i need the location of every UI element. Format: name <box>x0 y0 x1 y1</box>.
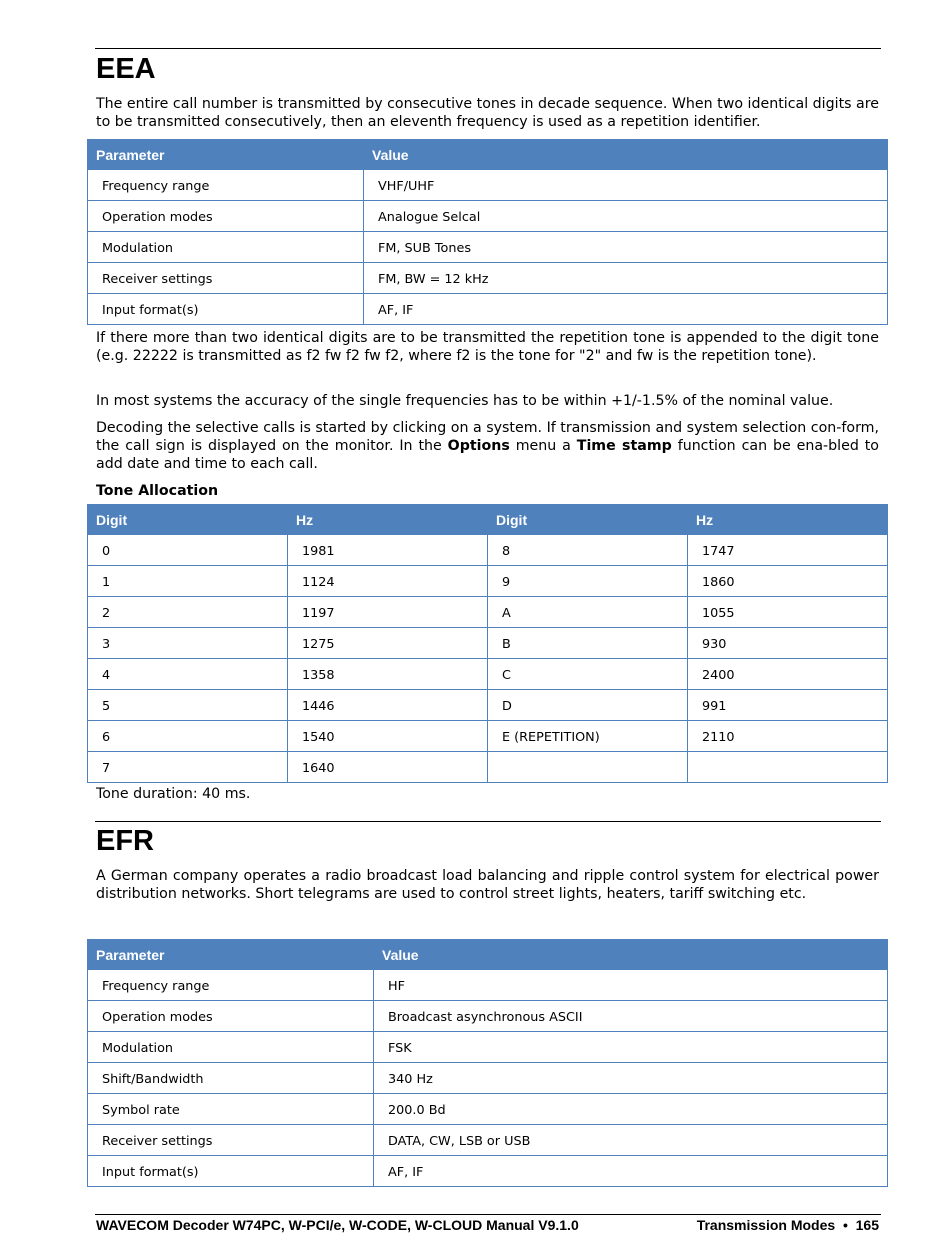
tone-allocation-heading: Tone Allocation <box>96 483 219 499</box>
param-value: AF, IF <box>374 1156 888 1187</box>
eea-parameter-table <box>87 139 888 325</box>
param-value: Broadcast asynchronous ASCII <box>374 1001 888 1032</box>
table-row <box>88 1156 888 1187</box>
param-value: Analogue Selcal <box>364 201 888 232</box>
hz-cell: 1540 <box>288 721 488 752</box>
header-value: Value <box>364 140 888 170</box>
param-name: Modulation <box>88 232 364 263</box>
digit-cell: 0 <box>88 535 288 566</box>
eea-paragraph-accuracy: In most systems the accuracy of the single frequencies has to be within +1/-1.5% of the nominal value. <box>96 393 834 409</box>
digit-cell: 7 <box>88 752 288 783</box>
header-parameter: Parameter <box>88 940 374 970</box>
footer-bullet: • <box>842 1217 848 1233</box>
footer-section-name: Transmission Modes <box>696 1217 836 1233</box>
table-row <box>88 232 888 263</box>
hz-cell: 930 <box>688 628 888 659</box>
digit-cell: 3 <box>88 628 288 659</box>
hz-cell: 2110 <box>688 721 888 752</box>
hz-cell <box>688 752 888 783</box>
hz-cell: 1446 <box>288 690 488 721</box>
table-row <box>88 294 888 325</box>
table-row <box>88 201 888 232</box>
hz-cell: 1197 <box>288 597 488 628</box>
param-name: Receiver settings <box>88 1125 374 1156</box>
param-name: Operation modes <box>88 201 364 232</box>
hz-cell: 1860 <box>688 566 888 597</box>
param-value: DATA, CW, LSB or USB <box>374 1125 888 1156</box>
hz-cell: 1275 <box>288 628 488 659</box>
param-name: Modulation <box>88 1032 374 1063</box>
table-row <box>88 659 888 690</box>
table-row <box>88 752 888 783</box>
param-value: FM, SUB Tones <box>364 232 888 263</box>
time-stamp-reference: Time stamp <box>576 438 672 454</box>
digit-cell: 6 <box>88 721 288 752</box>
text-run: menu a <box>509 438 577 454</box>
table-header-row <box>88 140 888 170</box>
tone-duration: Tone duration: 40 ms. <box>96 786 251 802</box>
section-rule-eea <box>95 48 881 49</box>
table-row <box>88 263 888 294</box>
header-digit: Digit <box>88 505 288 535</box>
table-row <box>88 721 888 752</box>
eea-paragraph-repetition: If there more than two identical digits are to be transmitted the repetition tone is appended to the digit tone (e.g. 22222 is transmitted as f2 fw f2 fw f2, where f2 is the tone for "2" and fw is the repetition tone). <box>96 330 879 364</box>
digit-cell: 1 <box>88 566 288 597</box>
digit-cell <box>488 752 688 783</box>
digit-cell: C <box>488 659 688 690</box>
param-name: Shift/Bandwidth <box>88 1063 374 1094</box>
hz-cell: 991 <box>688 690 888 721</box>
section-title-eea: EEA <box>96 53 156 85</box>
param-name: Symbol rate <box>88 1094 374 1125</box>
param-name: Input format(s) <box>88 1156 374 1187</box>
table-row <box>88 1063 888 1094</box>
table-row <box>88 970 888 1001</box>
hz-cell: 1981 <box>288 535 488 566</box>
header-hz: Hz <box>288 505 488 535</box>
digit-cell: E (REPETITION) <box>488 721 688 752</box>
digit-cell: A <box>488 597 688 628</box>
header-value: Value <box>374 940 888 970</box>
hz-cell: 1747 <box>688 535 888 566</box>
param-value: 340 Hz <box>374 1063 888 1094</box>
table-row <box>88 690 888 721</box>
header-digit: Digit <box>488 505 688 535</box>
text-run: function can be ena-bled to add date and time to each call. <box>96 438 879 472</box>
param-name: Frequency range <box>88 970 374 1001</box>
param-value: FM, BW = 12 kHz <box>364 263 888 294</box>
tone-allocation-table <box>87 504 888 783</box>
hz-cell: 1358 <box>288 659 488 690</box>
digit-cell: 8 <box>488 535 688 566</box>
hz-cell: 2400 <box>688 659 888 690</box>
table-header-row <box>88 505 888 535</box>
digit-cell: 4 <box>88 659 288 690</box>
efr-parameter-table <box>87 939 888 1187</box>
page-number: 165 <box>855 1217 879 1233</box>
param-value: FSK <box>374 1032 888 1063</box>
header-hz: Hz <box>688 505 888 535</box>
hz-cell: 1640 <box>288 752 488 783</box>
section-title-efr: EFR <box>96 825 154 857</box>
table-row <box>88 1032 888 1063</box>
footer-section-page <box>697 1217 879 1233</box>
table-row <box>88 628 888 659</box>
param-value: AF, IF <box>364 294 888 325</box>
hz-cell: 1124 <box>288 566 488 597</box>
eea-intro: The entire call number is transmitted by consecutive tones in decade sequence. When two identical digits are to be transmitted consecutively, then an eleventh frequency is used as a repetition identifier. <box>96 96 879 130</box>
hz-cell: 1055 <box>688 597 888 628</box>
table-row <box>88 1094 888 1125</box>
section-rule-efr <box>95 821 881 822</box>
param-value: HF <box>374 970 888 1001</box>
table-row <box>88 1001 888 1032</box>
efr-intro: A German company operates a radio broadcast load balancing and ripple control system for electrical power distribution networks. Short telegrams are used to control street lights, heaters, tariff switching etc. <box>96 868 879 902</box>
table-row <box>88 1125 888 1156</box>
text-run: Decoding the selective calls is started by clicking on a system. If transmission and system selection con-form, the call sign is displayed on the monitor. In the <box>96 420 879 454</box>
param-name: Frequency range <box>88 170 364 201</box>
options-menu-reference: Options <box>447 438 510 454</box>
page-footer <box>95 1214 881 1233</box>
table-row <box>88 597 888 628</box>
table-row <box>88 566 888 597</box>
digit-cell: D <box>488 690 688 721</box>
digit-cell: B <box>488 628 688 659</box>
digit-cell: 2 <box>88 597 288 628</box>
param-name: Receiver settings <box>88 263 364 294</box>
param-value: VHF/UHF <box>364 170 888 201</box>
param-name: Operation modes <box>88 1001 374 1032</box>
param-name: Input format(s) <box>88 294 364 325</box>
digit-cell: 9 <box>488 566 688 597</box>
footer-manual-title: WAVECOM Decoder W74PC, W-PCI/e, W-CODE, W-CLOUD Manual V9.1.0 <box>96 1217 579 1233</box>
table-row <box>88 170 888 201</box>
eea-paragraph-decoding <box>96 419 879 473</box>
header-parameter: Parameter <box>88 140 364 170</box>
param-value: 200.0 Bd <box>374 1094 888 1125</box>
table-header-row <box>88 940 888 970</box>
table-row <box>88 535 888 566</box>
digit-cell: 5 <box>88 690 288 721</box>
